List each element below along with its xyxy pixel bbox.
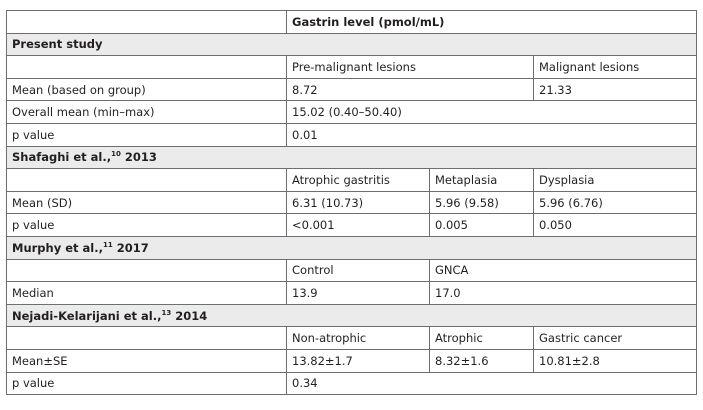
group-row-present-study [7,33,697,56]
subheader-cell: Non-atrophic [287,327,430,350]
subheader-row [7,56,697,79]
subheader-empty-cell [7,327,287,350]
table-cell: 10.81±2.8 [534,349,697,372]
reference-number: 10 [111,150,121,159]
subheader-row [7,259,697,282]
table-row [7,214,697,237]
table-cell: 8.72 [287,78,534,101]
table-cell: 21.33 [534,78,697,101]
row-label: Mean (SD) [7,191,287,214]
subheader-empty-cell [7,56,287,79]
table-cell: 6.31 (10.73) [287,191,430,214]
table-cell: <0.001 [287,214,430,237]
row-label: Mean±SE [7,349,287,372]
gastrin-comparison-table [6,10,697,395]
table-cell: 0.050 [534,214,697,237]
group-year: 2013 [120,150,157,165]
header-empty-cell [7,11,287,34]
subheader-cell: Atrophic [430,327,534,350]
row-label: p value [7,372,287,395]
table-row [7,349,697,372]
subheader-cell: GNCA [430,259,697,282]
group-row-shafaghi [7,146,697,169]
group-title-text: Nejadi-Kelarijani et al., [12,308,162,323]
table-cell: 0.34 [287,372,697,395]
subheader-cell: Malignant lesions [534,56,697,79]
subheader-cell: Pre-malignant lesions [287,56,534,79]
group-year: 2014 [171,308,208,323]
table-cell: 13.9 [287,282,430,305]
group-row-murphy [7,236,697,259]
group-title: Present study [7,33,697,56]
row-label: Overall mean (min–max) [7,101,287,124]
subheader-cell: Atrophic gastritis [287,169,430,192]
group-title-text: Murphy et al., [12,240,103,255]
subheader-cell: Metaplasia [430,169,534,192]
subheader-cell: Dysplasia [534,169,697,192]
table-cell: 0.01 [287,123,697,146]
reference-number: 11 [102,240,113,249]
subheader-cell: Gastric cancer [534,327,697,350]
subheader-cell: Control [287,259,430,282]
group-row-nejadi [7,304,697,327]
subheader-row [7,327,697,350]
subheader-empty-cell [7,259,287,282]
row-label: Median [7,282,287,305]
table-row [7,372,697,395]
table-cell: 15.02 (0.40–50.40) [287,101,697,124]
header-gastrin-level: Gastrin level (pmol/mL) [287,11,697,34]
reference-number: 13 [161,308,172,317]
subheader-empty-cell [7,169,287,192]
table-cell: 5.96 (6.76) [534,191,697,214]
table-cell: 13.82±1.7 [287,349,430,372]
table-cell: 0.005 [430,214,534,237]
row-label: p value [7,123,287,146]
table-row [7,78,697,101]
table-cell: 8.32±1.6 [430,349,534,372]
table-header-row [7,11,697,34]
table-row [7,123,697,146]
table-row [7,191,697,214]
table-cell: 17.0 [430,282,697,305]
subheader-row [7,169,697,192]
group-year: 2017 [112,240,149,255]
table-row [7,282,697,305]
group-title [7,304,697,327]
row-label: Mean (based on group) [7,78,287,101]
group-title-text: Shafaghi et al., [12,150,112,165]
group-title [7,236,697,259]
table-cell: 5.96 (9.58) [430,191,534,214]
row-label: p value [7,214,287,237]
group-title [7,146,697,169]
table-row [7,101,697,124]
